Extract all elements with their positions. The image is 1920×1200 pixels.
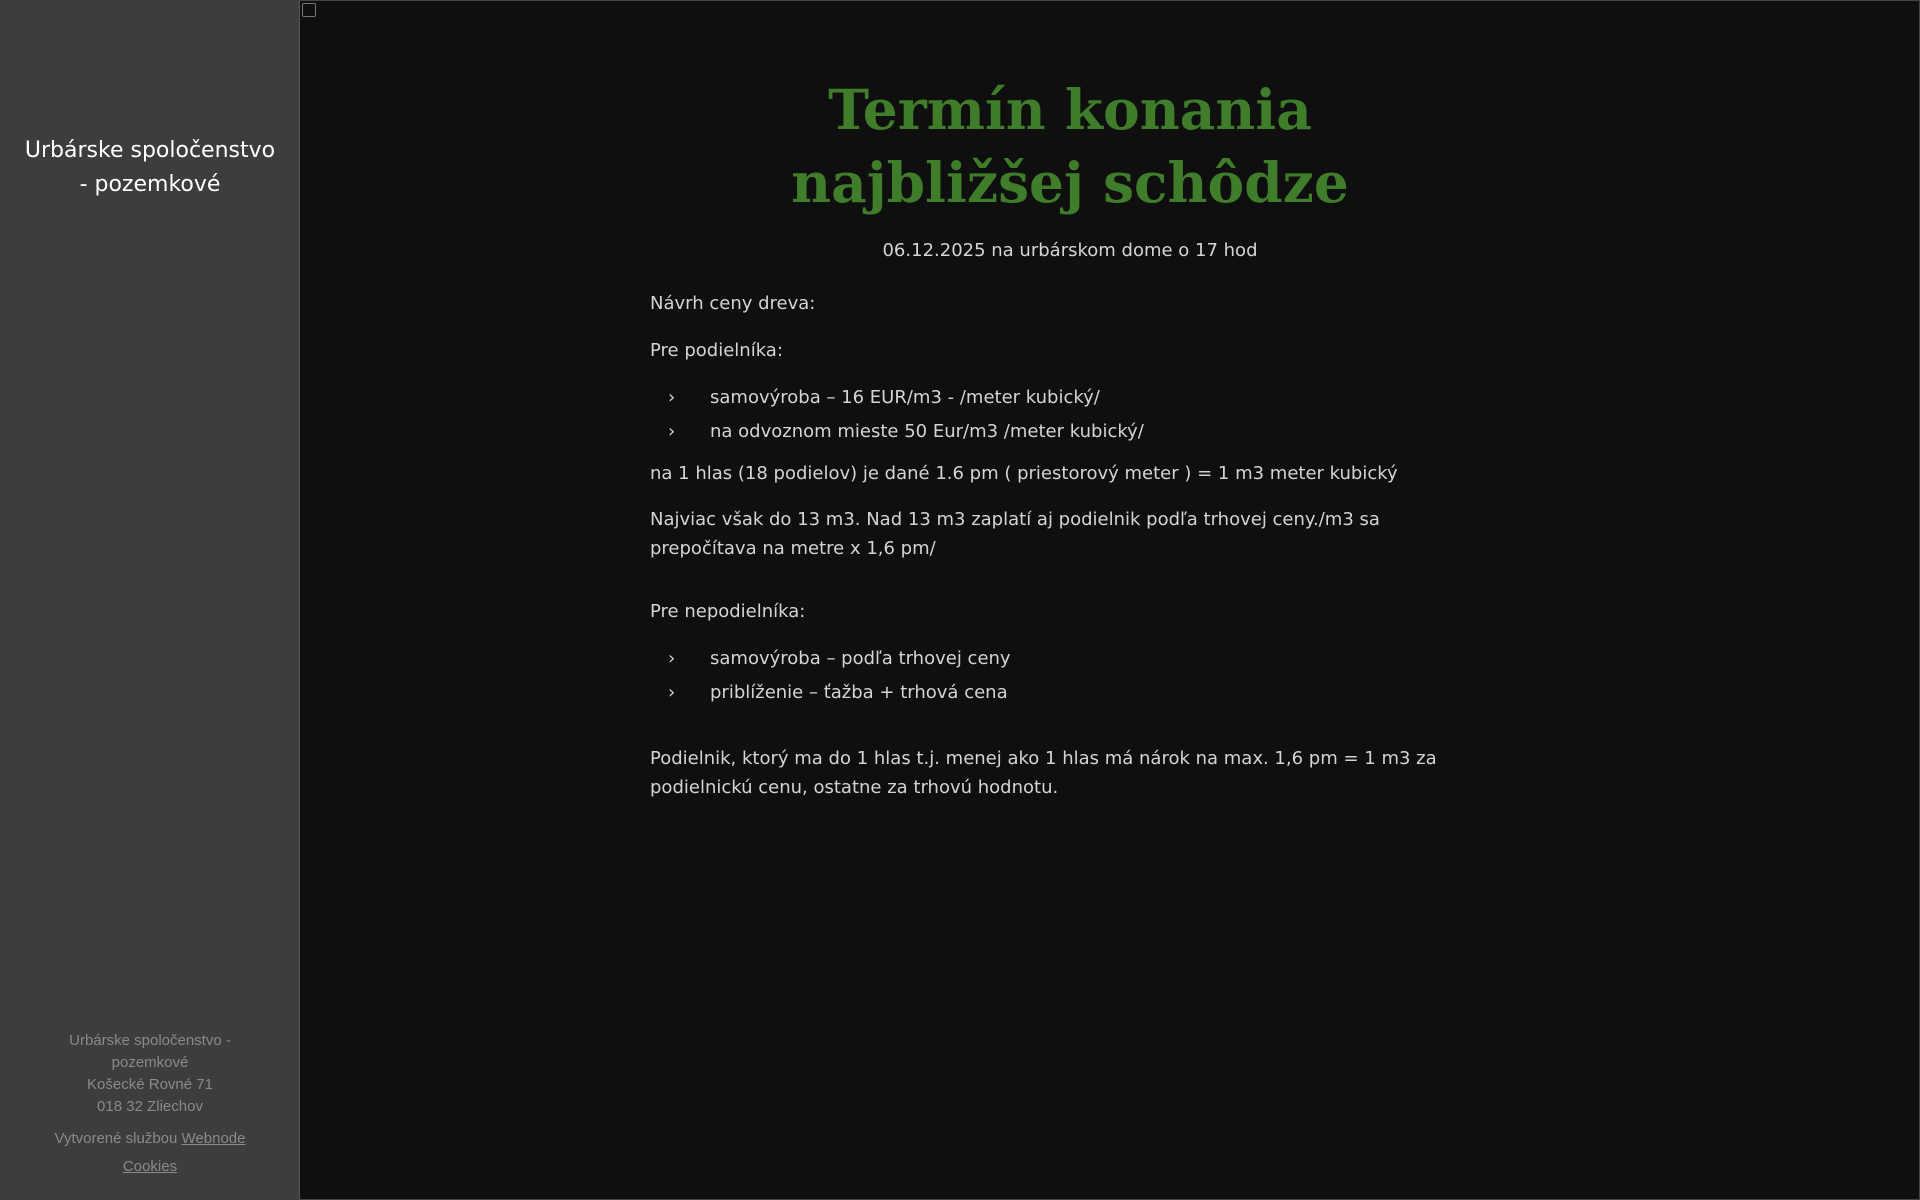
list-item-text: samovýroba – 16 EUR/m3 - /meter kubický/ (710, 387, 1100, 408)
list-item-text: priblíženie – ťažba + trhová cena (710, 682, 1008, 703)
list-item-text: samovýroba – podľa trhovej ceny (710, 648, 1011, 669)
non-shareholder-price-list (650, 642, 1490, 710)
chevron-right-icon: › (668, 682, 676, 703)
footer-address-line2: 018 32 Zliechov (97, 1098, 203, 1115)
main-content-area (300, 0, 1920, 1200)
list-item (650, 415, 1490, 449)
broken-image-icon (302, 3, 316, 17)
list-item (650, 676, 1490, 710)
max-volume-text: Najviac však do 13 m3. Nad 13 m3 zaplatí aj podielnik podľa trhovej ceny./m3 sa prepočítava na metre x 1,6 pm/ (650, 509, 1380, 559)
chevron-right-icon: › (668, 648, 676, 669)
footer-address-line1: Košecké Rovné 71 (87, 1076, 213, 1093)
partial-vote-text: Podielnik, ktorý ma do 1 hlas t.j. menej ako 1 hlas má nárok na max. 1,6 pm = 1 m3 za podielnickú cenu, ostatne za trhovú hodnotu. (650, 748, 1437, 798)
webnode-link[interactable]: Webnode (181, 1130, 246, 1147)
page-title-line2: najbližšej schôdze (791, 150, 1349, 215)
sidebar-footer (30, 1030, 270, 1178)
site-title[interactable]: Urbárske spoločenstvo - pozemkové (24, 138, 276, 197)
chevron-right-icon: › (668, 421, 676, 442)
footer-credit (30, 1128, 270, 1150)
sidebar (0, 0, 300, 1200)
meeting-date: 06.12.2025 na urbárskom dome o 17 hod (882, 240, 1258, 261)
page-title-line1: Termín konania (828, 77, 1312, 142)
list-item (650, 381, 1490, 415)
article (650, 1, 1490, 802)
footer-credit-prefix: Vytvorené službou (54, 1130, 178, 1147)
wood-price-intro: Návrh ceny dreva: (650, 293, 816, 314)
shareholder-price-list (650, 381, 1490, 449)
footer-org-line2: pozemkové (111, 1054, 189, 1071)
list-item (650, 642, 1490, 676)
chevron-right-icon: › (668, 387, 676, 408)
non-shareholder-heading: Pre nepodielníka: (650, 601, 806, 622)
vote-allocation-text: na 1 hlas (18 podielov) je dané 1.6 pm ( priestorový meter ) = 1 m3 meter kubický (650, 463, 1398, 484)
cookies-link[interactable]: Cookies (122, 1158, 178, 1175)
page-title (650, 73, 1490, 219)
list-item-text: na odvoznom mieste 50 Eur/m3 /meter kubický/ (710, 421, 1144, 442)
shareholder-heading: Pre podielníka: (650, 340, 783, 361)
footer-org-line1: Urbárske spoločenstvo - (69, 1032, 231, 1049)
